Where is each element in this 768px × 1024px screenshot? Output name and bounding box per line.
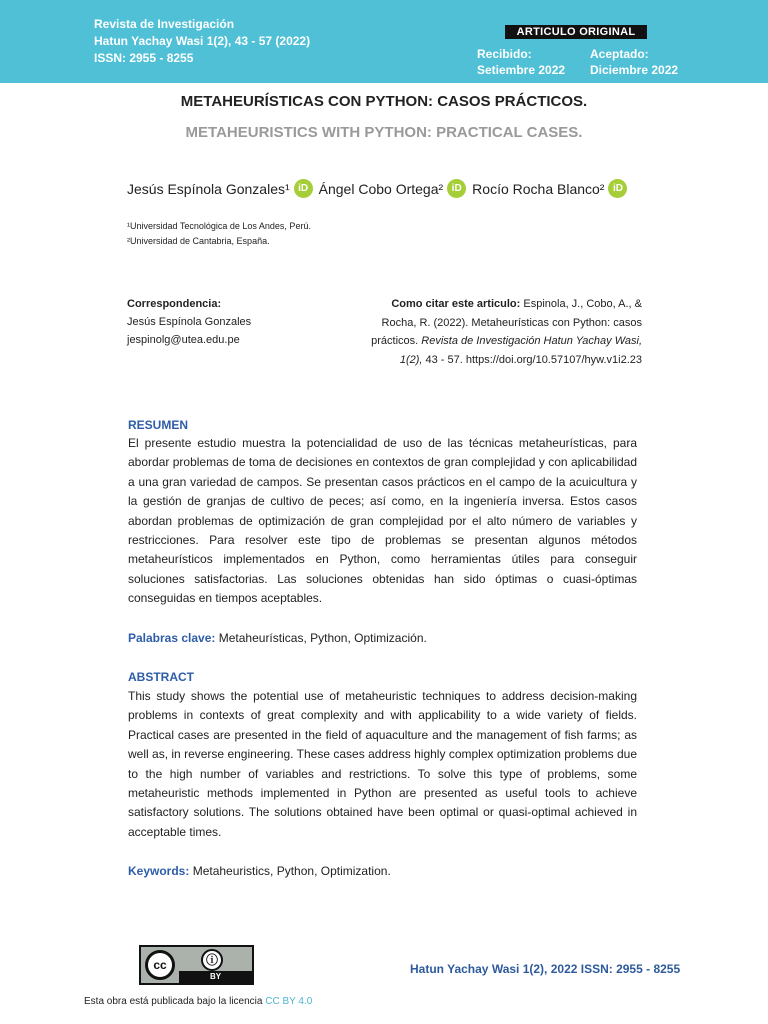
article-type-badge: ARTICULO ORIGINAL — [505, 25, 647, 39]
palabras-clave-label: Palabras clave: — [128, 631, 216, 645]
citation-journal: Revista de Investigación Hatun Yachay Wasi, 1(2), — [399, 335, 642, 366]
author-name: Jesús Espínola Gonzales¹ — [127, 180, 290, 197]
author-list — [127, 179, 633, 198]
accepted-block — [590, 46, 678, 78]
author-3 — [472, 179, 633, 198]
keywords-label: Keywords: — [128, 864, 190, 878]
palabras-clave — [128, 631, 427, 645]
correspondence-email[interactable]: jespinolg@utea.edu.pe — [127, 334, 240, 346]
citation-block — [360, 295, 642, 369]
correspondence-label: Correspondencia: — [127, 298, 222, 310]
correspondence-block — [127, 295, 251, 349]
affiliation-1: ¹Universidad Tecnológica de Los Andes, Perú. — [127, 221, 311, 231]
received-label: Recibido: — [477, 47, 532, 61]
journal-name: Revista de Investigación — [94, 17, 235, 31]
received-block — [477, 46, 565, 78]
journal-volume: Hatun Yachay Wasi 1(2), 43 - 57 (2022) — [94, 34, 311, 48]
orcid-icon[interactable]: iD — [608, 179, 627, 198]
license-link[interactable]: CC BY 4.0 — [265, 996, 313, 1007]
resumen-text: El presente estudio muestra la potencialidad de uso de las técnicas metaheurísticas, para abordar problemas de toma de decisiones en contextos de gran complejidad y con aplicabilidad a una gran variedad de campos. Se presentan casos prácticos en el campo de la acuicultura y la gestión de granjas de cultivo de peces; así como, en la ingeniería inversa. Estos casos abordan problemas de optimización de gran complejidad por el alto número de variables y restricciones. Para resolver este tipo de problemas se presentan algunos métodos metaheurísticos implementados en Python, como herramientas útiles para conseguir soluciones satisfactorias. Las soluciones obtenidas han sido óptimas o cuasi-óptimas conseguidas en tiempos aceptables. — [128, 436, 637, 606]
journal-info — [94, 16, 310, 67]
author-1 — [127, 179, 319, 198]
accepted-date: Diciembre 2022 — [590, 63, 679, 77]
attribution-person-icon: ⓘ — [201, 949, 223, 971]
creative-commons-icon: cc — [145, 950, 175, 980]
citation-label: Como citar este articulo: — [391, 298, 521, 310]
orcid-icon[interactable]: iD — [447, 179, 466, 198]
resumen-heading: RESUMEN — [128, 418, 189, 432]
license-note — [84, 996, 312, 1007]
cc-by-license-badge[interactable] — [139, 945, 254, 985]
cc-by-label: BY — [179, 971, 252, 983]
accepted-label: Aceptado: — [590, 47, 649, 61]
keywords-value: Metaheuristics, Python, Optimization. — [189, 864, 391, 878]
citation-doi[interactable]: 43 - 57. https://doi.org/10.57107/hyw.v1i2.23 — [422, 353, 642, 366]
author-name: Ángel Cobo Ortega² — [318, 180, 444, 197]
abstract-text: This study shows the potential use of metaheuristic techniques to address decision-making problems in contexts of great complexity and with applicability to a wide variety of fields. Practical cases are presented in the field of aquaculture and the management of fish farms; as well as, in reverse engineering. These cases address highly complex optimization problems due to the high number of variables and restrictions. To solve this type of problems, some metaheuristic methods implemented in Python are presented as useful tools to achieve satisfactory solutions. The solutions obtained have been optimal or quasi-optimal achieved in acceptable times. — [128, 689, 637, 839]
author-2 — [319, 179, 473, 198]
author-name: Rocío Rocha Blanco² — [472, 180, 605, 197]
abstract-heading: ABSTRACT — [128, 670, 194, 684]
orcid-icon[interactable]: iD — [294, 179, 313, 198]
keywords — [128, 864, 391, 878]
received-date: Setiembre 2022 — [477, 63, 566, 77]
license-text: Esta obra está publicada bajo la licencia — [84, 996, 266, 1007]
journal-issn: ISSN: 2955 - 8255 — [94, 51, 194, 65]
title-english: METAHEURISTICS WITH PYTHON: PRACTICAL CASES. — [185, 124, 583, 141]
affiliation-2: ²Universidad de Cantabria, España. — [127, 236, 270, 246]
title-spanish: METAHEURÍSTICAS CON PYTHON: CASOS PRÁCTICOS. — [180, 93, 588, 110]
footer-journal-info: Hatun Yachay Wasi 1(2), 2022 ISSN: 2955 - 8255 — [410, 962, 681, 976]
citation-text: Espinola, J., Cobo, A., & Rocha, R. (2022). Metaheurísticas con Python: casos prácticos. — [371, 298, 642, 347]
journal-header — [0, 0, 768, 83]
palabras-clave-value: Metaheurísticas, Python, Optimización. — [215, 631, 427, 645]
correspondence-name: Jesús Espínola Gonzales — [127, 316, 252, 328]
